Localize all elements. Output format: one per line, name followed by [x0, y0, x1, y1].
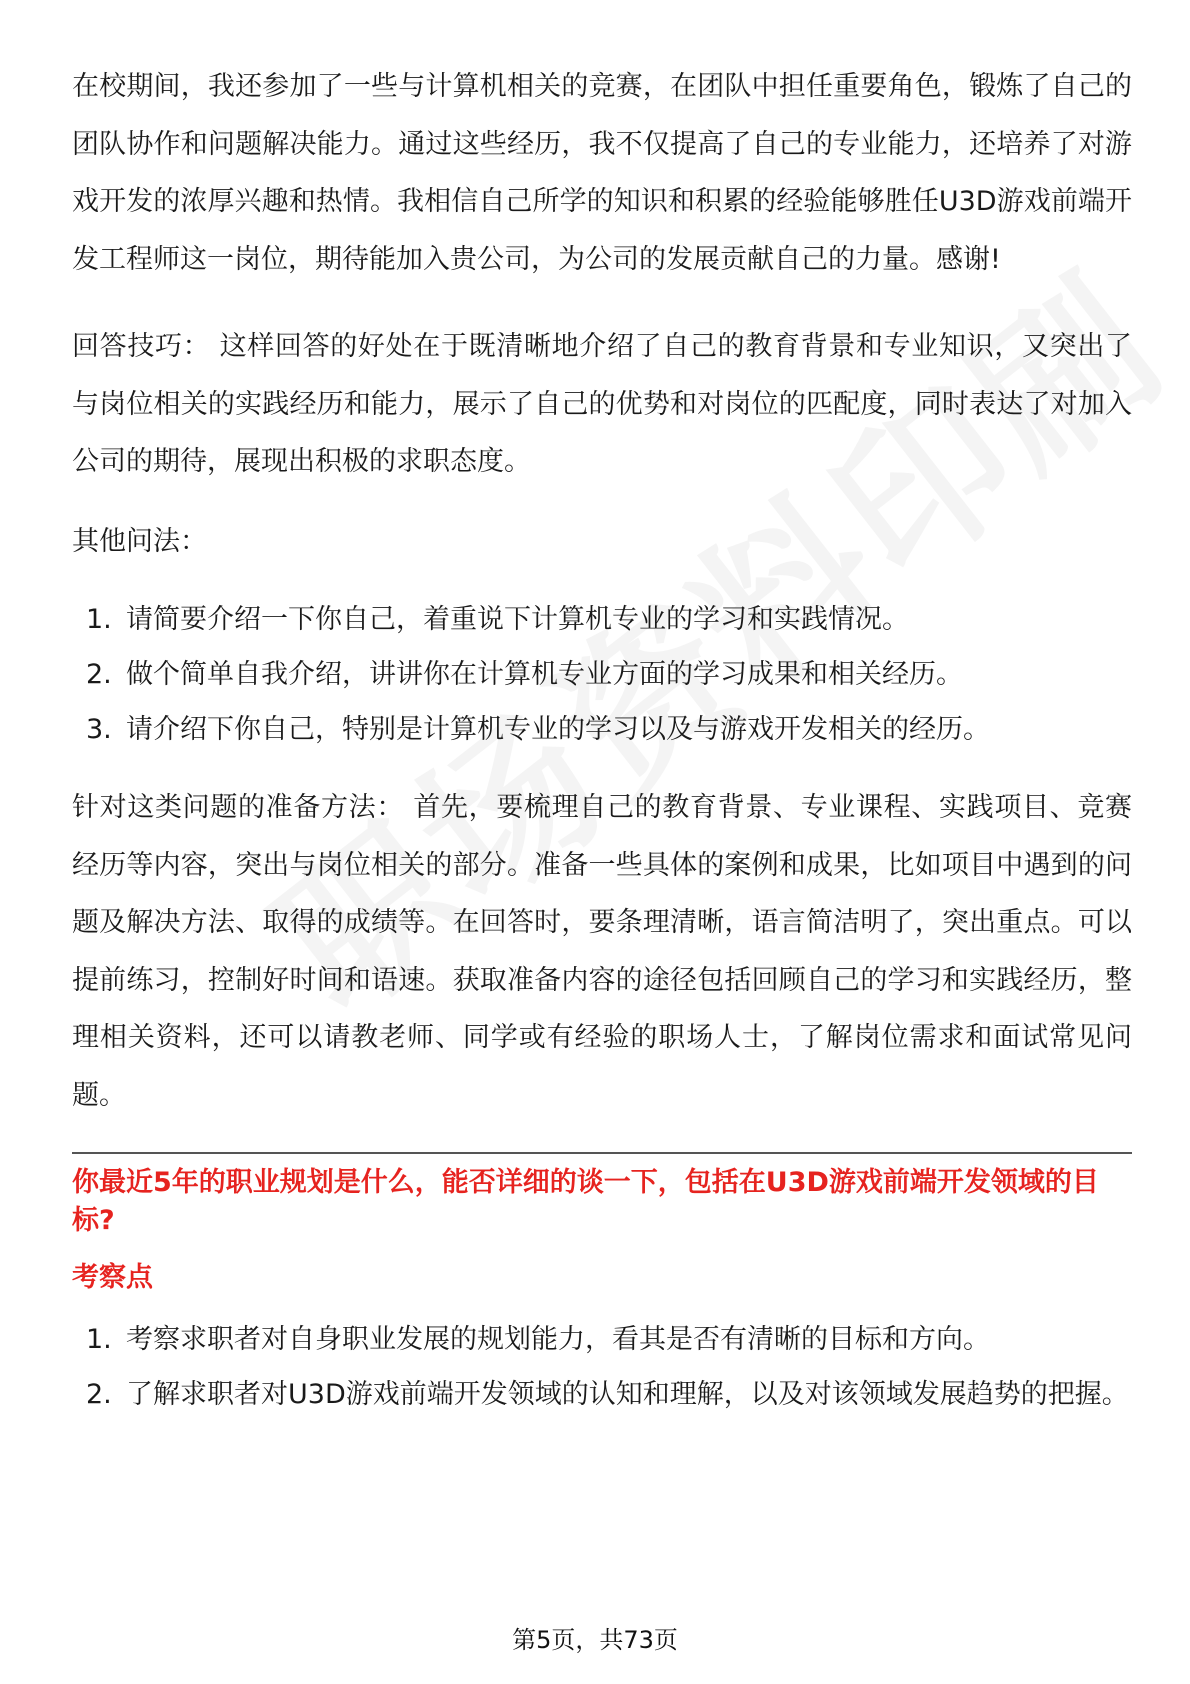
- list-text: 做个简单自我介绍，讲讲你在计算机专业方面的学习成果和相关经历。: [126, 659, 963, 690]
- paragraph-answer-tips: 回答技巧： 这样回答的好处在于既清晰地介绍了自己的教育背景和专业知识，又突出了与岗位相关的实践经历和能力，展示了自己的优势和对岗位的匹配度，同时表达了对加入公司的期待，展现出积极的求职态度。: [72, 331, 1132, 477]
- list-text: 了解求职者对U3D游戏前端开发领域的认知和理解，以及对该领域发展趋势的把握。: [126, 1379, 1129, 1410]
- page-content: [72, 58, 1132, 1422]
- section-divider: [72, 1152, 1132, 1154]
- list-item: [72, 647, 1132, 702]
- list-item: [72, 592, 1132, 647]
- list-text: 考察求职者对自身职业发展的规划能力，看其是否有清晰的目标和方向。: [126, 1324, 990, 1355]
- list-number: 1.: [86, 1324, 112, 1355]
- list-item: [72, 702, 1132, 757]
- list-number: 2.: [86, 1379, 112, 1410]
- list-item: [72, 1367, 1132, 1422]
- list-item: [72, 1312, 1132, 1367]
- question-heading: 你最近5年的职业规划是什么，能否详细的谈一下，包括在U3D游戏前端开发领域的目标?: [72, 1167, 1099, 1236]
- list-number: 1.: [86, 604, 112, 635]
- other-questions-list: [72, 592, 1132, 757]
- paragraph-other-questions-label: 其他问法：: [72, 525, 207, 557]
- paragraph-preparation-method: 针对这类问题的准备方法： 首先，要梳理自己的教育背景、专业课程、实践项目、竞赛经历等内容，突出与岗位相关的部分。准备一些具体的案例和成果，比如项目中遇到的问题及解决方法、取得的成绩等。在回答时，要条理清晰，语言简洁明了，突出重点。可以提前练习，控制好时间和语速。获取准备内容的途径包括回顾自己的学习和实践经历，整理相关资料，还可以请教老师、同学或有经验的职场人士，了解岗位需求和面试常见问题。: [72, 792, 1132, 1111]
- focus-heading: 考察点: [72, 1262, 153, 1293]
- list-text: 请简要介绍一下你自己，着重说下计算机专业的学习和实践情况。: [126, 604, 909, 635]
- list-text: 请介绍下你自己，特别是计算机专业的学习以及与游戏开发相关的经历。: [126, 714, 990, 745]
- page-number-footer: 第5页，共73页: [512, 1626, 678, 1654]
- paragraph-competition: 在校期间，我还参加了一些与计算机相关的竞赛，在团队中担任重要角色，锻炼了自己的团队协作和问题解决能力。通过这些经历，我不仅提高了自己的专业能力，还培养了对游戏开发的浓厚兴趣和热情。我相信自己所学的知识和积累的经验能够胜任U3D游戏前端开发工程师这一岗位，期待能加入贵公司，为公司的发展贡献自己的力量。感谢!: [72, 71, 1132, 275]
- list-number: 3.: [86, 714, 112, 745]
- list-number: 2.: [86, 659, 112, 690]
- focus-points-list: [72, 1312, 1132, 1422]
